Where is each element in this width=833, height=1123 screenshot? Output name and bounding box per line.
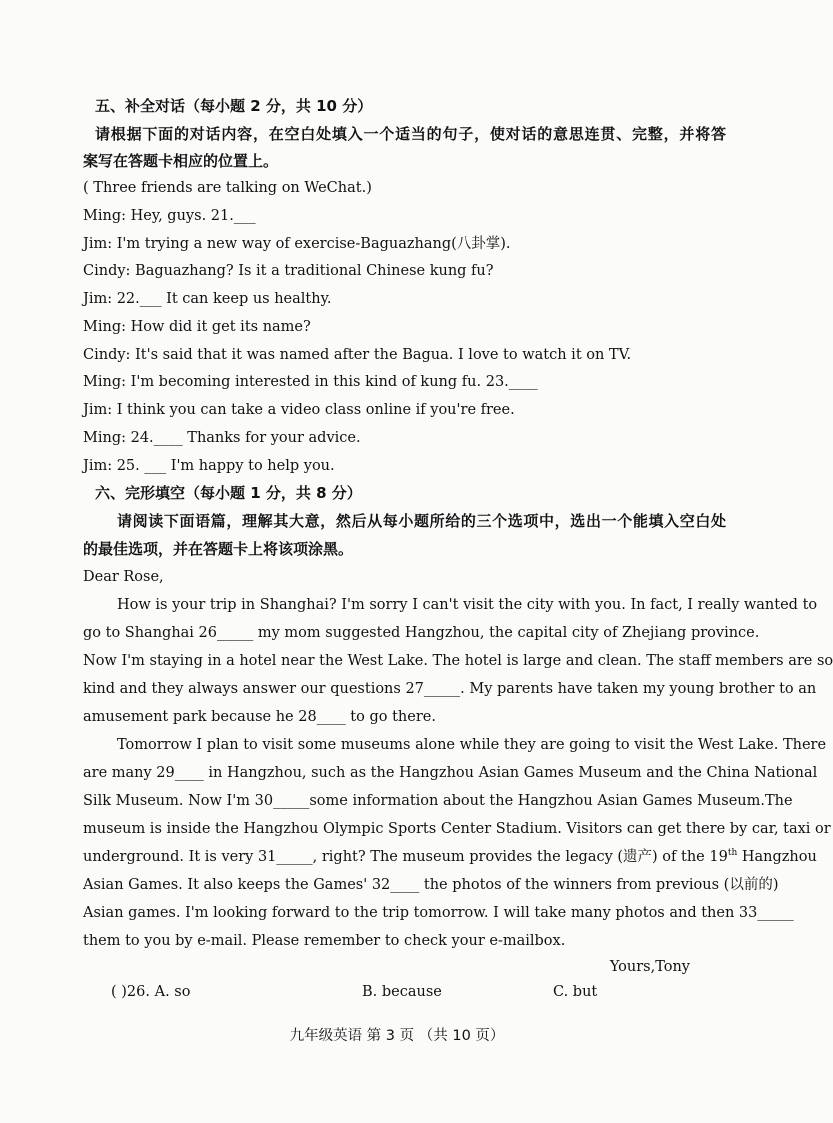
dialogue-line: Jim: I think you can take a video class online if you're free. [83, 402, 515, 418]
passage-line: Asian Games. It also keeps the Games' 32____ the photos of the winners from previous (以前的) [83, 877, 779, 893]
passage-line: Silk Museum. Now I'm 30_____some information about the Hangzhou Asian Games Museum.The [83, 793, 793, 809]
passage-line-part: Hangzhou [737, 849, 817, 865]
letter-signature: Yours,Tony [609, 959, 690, 975]
passage-line: Now I'm staying in a hotel near the West Lake. The hotel is large and clean. The staff members are so [83, 653, 833, 669]
dialogue-line: Jim: 25. ___ I'm happy to help you. [83, 458, 335, 474]
page-footer: 九年级英语 第 3 页 （共 10 页） [289, 1028, 505, 1044]
section6-instruction-line1: 请阅读下面语篇，理解其大意，然后从每小题所给的三个选项中，选出一个能填入空白处 [117, 512, 726, 530]
dialogue-context: ( Three friends are talking on WeChat.) [83, 180, 372, 196]
dialogue-line: Jim: I'm trying a new way of exercise-Baguazhang(八卦掌). [83, 236, 511, 252]
passage-line: them to you by e-mail. Please remember to check your e-mailbox. [83, 933, 566, 949]
passage-line: museum is inside the Hangzhou Olympic Sports Center Stadium. Visitors can get there by car, taxi or [83, 821, 831, 837]
section5-instruction-line1: 请根据下面的对话内容，在空白处填入一个适当的句子，使对话的意思连贯、完整，并将答 [95, 125, 726, 143]
question-26-option-c: C. but [553, 984, 598, 1000]
question-26-option-b: B. because [362, 984, 442, 1000]
ordinal-suffix: th [727, 848, 738, 859]
letter-salutation: Dear Rose, [83, 569, 164, 585]
dialogue-line: Ming: Hey, guys. 21.___ [83, 208, 256, 224]
dialogue-line: Ming: I'm becoming interested in this kind of kung fu. 23.____ [83, 374, 538, 390]
dialogue-line: Ming: 24.____ Thanks for your advice. [83, 430, 361, 446]
passage-line: Tomorrow I plan to visit some museums alone while they are going to visit the West Lake. There [117, 737, 827, 753]
passage-line: How is your trip in Shanghai? I'm sorry I can't visit the city with you. In fact, I really wanted to [117, 597, 818, 613]
passage-line [83, 847, 817, 867]
section5-heading: 五、补全对话（每小题 2 分，共 10 分） [95, 97, 373, 115]
section6-instruction-line2: 的最佳选项，并在答题卡上将该项涂黑。 [83, 540, 354, 558]
passage-line: kind and they always answer our questions 27_____. My parents have taken my young brother to an [83, 681, 817, 697]
section5-instruction-line2: 案写在答题卡相应的位置上。 [83, 152, 279, 170]
dialogue-line: Ming: How did it get its name? [83, 319, 311, 335]
passage-line: go to Shanghai 26_____ my mom suggested Hangzhou, the capital city of Zhejiang province. [83, 625, 760, 641]
passage-line-part: underground. It is very 31_____, right? The museum provides the legacy (遗产) of the 19 [83, 849, 728, 865]
dialogue-line: Jim: 22.___ It can keep us healthy. [83, 291, 332, 307]
question-26-stem-option-a: ( )26. A. so [111, 984, 191, 1000]
passage-line: are many 29____ in Hangzhou, such as the Hangzhou Asian Games Museum and the China National [83, 765, 818, 781]
section6-heading: 六、完形填空（每小题 1 分，共 8 分） [95, 484, 362, 502]
passage-line: Asian games. I'm looking forward to the trip tomorrow. I will take many photos and then 33_____ [83, 905, 794, 921]
passage-line: amusement park because he 28____ to go there. [83, 709, 436, 725]
dialogue-line: Cindy: It's said that it was named after the Bagua. I love to watch it on TV. [83, 347, 632, 363]
dialogue-line: Cindy: Baguazhang? Is it a traditional Chinese kung fu? [83, 263, 494, 279]
